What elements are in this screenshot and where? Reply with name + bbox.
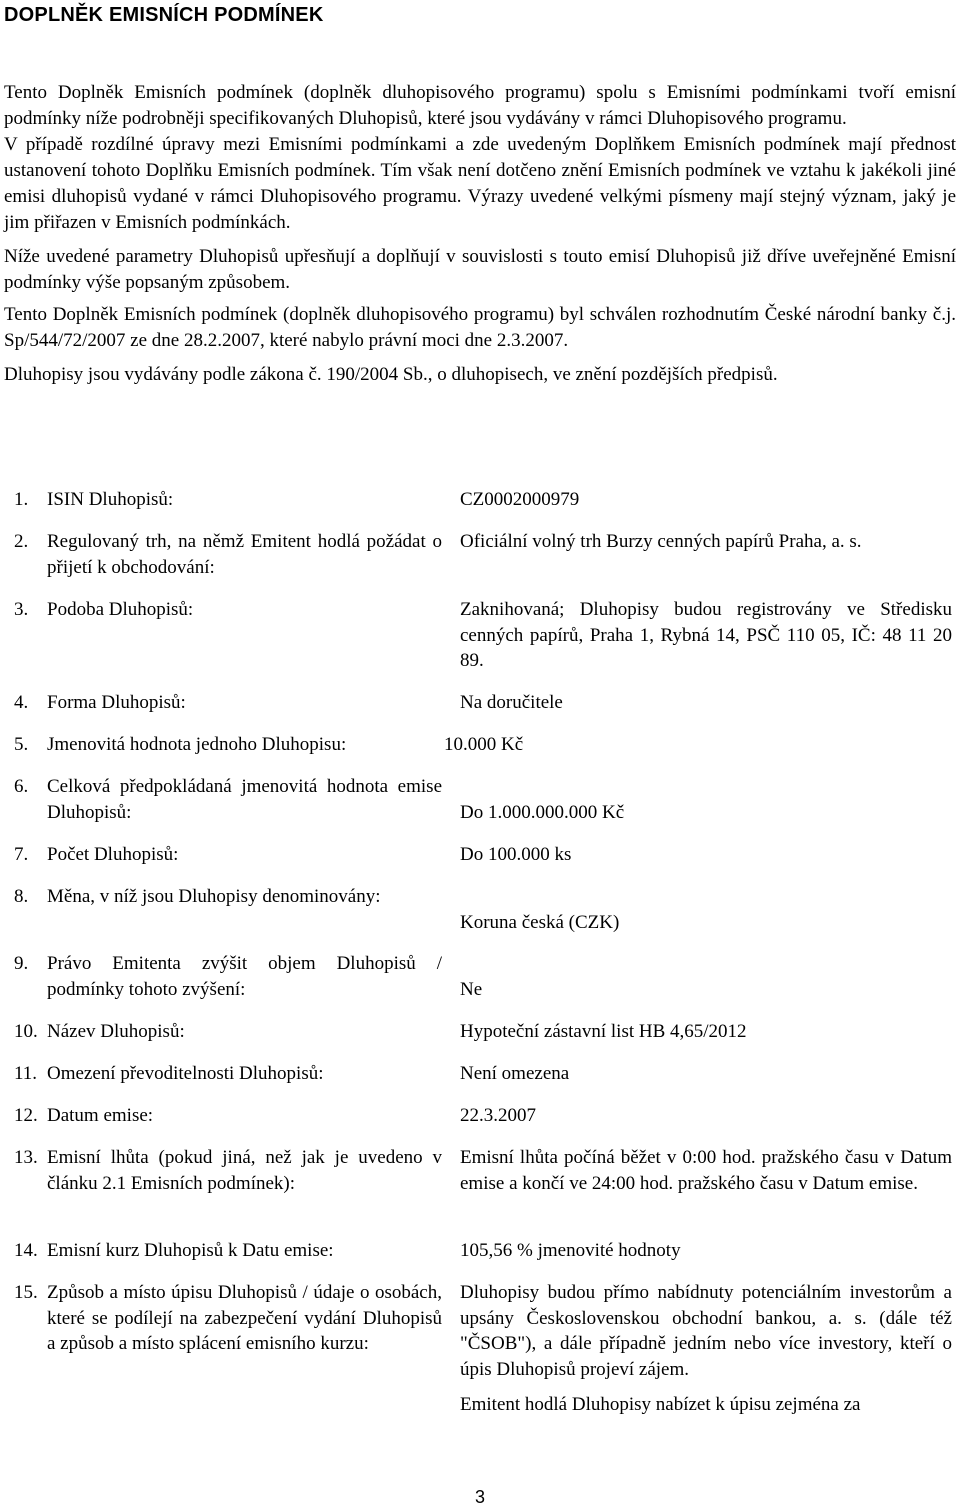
item-value: Do 100.000 ks — [460, 844, 572, 865]
item-label: Způsob a místo úpisu Dluhopisů / údaje o osobách, které se podílejí na zabezpečení vydání Dluhopisů a způsob a místo splácení emisního kurzu: — [47, 1282, 442, 1354]
intro-paragraph-1: Tento Doplněk Emisních podmínek (doplněk dluhopisového programu) spolu s Emisními podmínkami tvoří emisní podmínky níže podrobněji specifikovaných Dluhopisů, které jsou vydávány v rámci Dluhopisového programu. — [4, 82, 956, 129]
page-title: DOPLNĚK EMISNÍCH PODMÍNEK — [4, 4, 324, 26]
item-label: Podoba Dluhopisů: — [47, 599, 194, 620]
item-value — [460, 1280, 952, 1428]
item-label: Název Dluhopisů: — [47, 1021, 185, 1042]
item-value: Hypoteční zástavní list HB 4,65/2012 — [460, 1021, 747, 1042]
item-label: Celková předpokládaná jmenovitá hodnota emise Dluhopisů: — [47, 776, 442, 823]
item-value: 105,56 % jmenovité hodnoty — [460, 1240, 681, 1261]
intro-section — [4, 80, 956, 396]
item-value: Není omezena — [460, 1063, 570, 1084]
item-value-paragraph-2: Emitent hodlá Dluhopisy nabízet k úpisu zejména za — [460, 1394, 861, 1415]
item-number: 11. — [14, 1063, 38, 1084]
item-value: Zaknihovaná; Dluhopisy budou registrovány ve Středisku cenných papírů, Praha 1, Rybná 14, PSČ 110 05, IČ: 48 11 20 89. — [460, 599, 952, 671]
item-value: Ne — [460, 979, 483, 1000]
item-number: 1. — [14, 489, 29, 510]
item-value: 22.3.2007 — [460, 1105, 536, 1126]
intro-paragraph-4: Tento Doplněk Emisních podmínek (doplněk dluhopisového programu) byl schválen rozhodnutím České národní banky č.j. Sp/544/72/2007 ze dne 28.2.2007, které nabylo právní moci dne 2.3.2007. — [4, 304, 956, 351]
item-number: 2. — [14, 531, 29, 552]
item-label: Emisní lhůta (pokud jiná, než jak je uvedeno v článku 2.1 Emisních podmínek): — [47, 1147, 442, 1194]
intro-paragraph-3: Níže uvedené parametry Dluhopisů upřesňují a doplňují v souvislosti s touto emisí Dluhopisů již dříve uveřejněné Emisní podmínky výše popsaným způsobem. — [4, 246, 956, 293]
item-value: Koruna česká (CZK) — [460, 912, 620, 933]
item-label: ISIN Dluhopisů: — [47, 489, 174, 510]
item-number: 5. — [14, 734, 29, 755]
page-number: 3 — [474, 1487, 485, 1507]
item-value: Na doručitele — [460, 692, 563, 713]
intro-paragraph-5: Dluhopisy jsou vydávány podle zákona č. 190/2004 Sb., o dluhopisech, ve znění pozdějších předpisů. — [4, 364, 778, 385]
intro-paragraph-2: V případě rozdílné úpravy mezi Emisními podmínkami a zde uvedeným Doplňkem Emisních podmínek mají přednost ustanovení tohoto Doplňku Emisních podmínek. Tím však není dotčeno znění Emisních podmínek ve vztahu k jakékoli jiné emisi dluhopisů vydané v rámci Dluhopisového programu. Výrazy uvedené velkými písmeny mají stejný význam, jaký je jim přiřazen v Emisních podmínkách. — [4, 134, 956, 233]
item-label: Datum emise: — [47, 1105, 154, 1126]
item-number: 9. — [14, 953, 29, 974]
item-value-paragraph-1: Dluhopisy budou přímo nabídnuty potenciálním investorům a upsány Československou obchodní bankou, a. s. (dále též "ČSOB"), a dále případně jedním nebo více investory, kteří o úpis Dluhopisů projeví zájem. — [460, 1282, 952, 1380]
item-number: 8. — [14, 886, 29, 907]
item-value: CZ0002000979 — [460, 489, 580, 510]
item-number: 13. — [14, 1147, 38, 1168]
item-value: Emisní lhůta počíná běžet v 0:00 hod. pražského času v Datum emise a končí ve 24:00 hod. pražského času v Datum emise. — [460, 1147, 952, 1194]
item-number: 6. — [14, 776, 29, 797]
item-label: Jmenovitá hodnota jednoho Dluhopisu: — [47, 734, 347, 755]
item-number: 14. — [14, 1240, 38, 1261]
item-number: 4. — [14, 692, 29, 713]
item-value: Do 1.000.000.000 Kč — [460, 802, 625, 823]
item-number: 12. — [14, 1105, 38, 1126]
item-number: 15. — [14, 1282, 38, 1303]
item-label: Právo Emitenta zvýšit objem Dluhopisů / podmínky tohoto zvýšení: — [47, 953, 442, 1000]
item-label: Počet Dluhopisů: — [47, 844, 179, 865]
item-value: 10.000 Kč — [444, 734, 524, 755]
item-label: Regulovaný trh, na němž Emitent hodlá požádat o přijetí k obchodování: — [47, 531, 442, 578]
item-label: Omezení převoditelnosti Dluhopisů: — [47, 1063, 324, 1084]
item-label: Měna, v níž jsou Dluhopisy denominovány: — [47, 886, 381, 907]
item-number: 7. — [14, 844, 29, 865]
item-number: 3. — [14, 599, 29, 620]
item-label: Forma Dluhopisů: — [47, 692, 186, 713]
item-label: Emisní kurz Dluhopisů k Datu emise: — [47, 1240, 334, 1261]
item-number: 10. — [14, 1021, 38, 1042]
item-value: Oficiální volný trh Burzy cenných papírů Praha, a. s. — [460, 531, 862, 552]
